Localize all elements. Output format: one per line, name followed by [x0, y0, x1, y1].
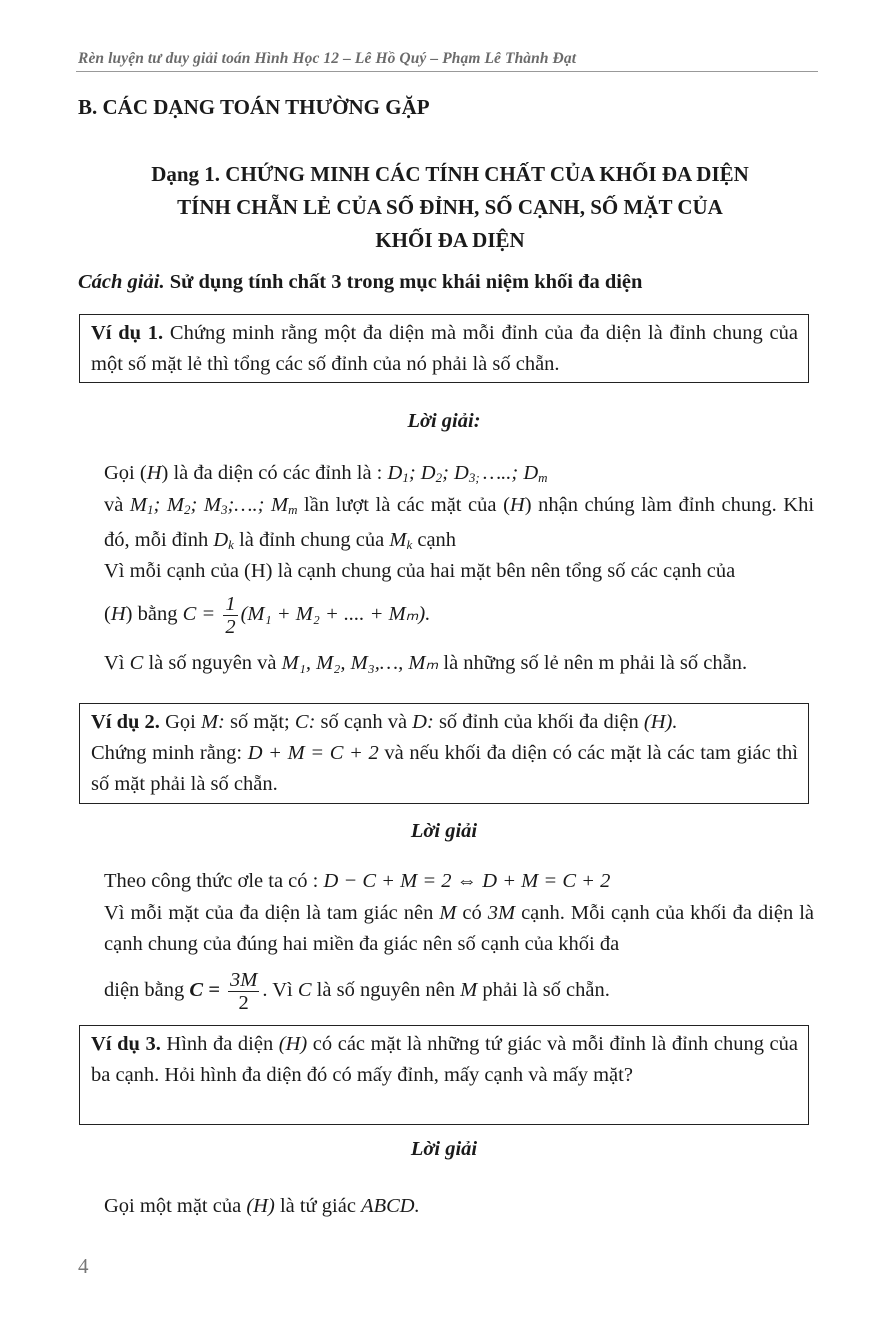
method-text: Sử dụng tính chất 3 trong mục khái niệm khối đa diện: [164, 271, 643, 293]
example-1-box: [79, 314, 809, 383]
ex3-para-1: Gọi một mặt của (H) là tứ giác ABCD.: [104, 1195, 420, 1217]
example-2-box: Ví dụ 2. Gọi M: số mặt; C: số cạnh và D: số đỉnh của khối đa diện (H). Chứng minh rằng: D + M = C + 2 và nếu khối đa diện có các mặt là các tam giác thì số mặt phải là số chẵn.: [79, 703, 809, 804]
ex1-formula-rhs: (M₁ + M₂ + .... + Mₘ).: [240, 603, 431, 625]
ex1-para-4: (H) bằng C = $\frac{1}{2}$ (M₁ + M₂ + .... + Mₘ).: [104, 592, 431, 638]
example-2-solution-heading: Lời giải: [410, 820, 478, 842]
ex1-para-1: Gọi (H) là đa diện có các đỉnh là : $D_1$; $D_2$; $D_{3;}$ …..; $D_m$: [104, 462, 548, 485]
section-title: B. CÁC DẠNG TOÁN THƯỜNG GẶP: [78, 95, 430, 119]
ex2-para-2: Vì mỗi mặt của đa diện là tam giác nên M có 3M cạnh. Mỗi cạnh của khối đa diện là cạnh chung của đúng hai miền đa giác nên số cạnh của khối đa: [104, 902, 814, 955]
running-header: Rèn luyện tư duy giải toán Hình Học 12 – Lê Hồ Quý – Phạm Lê Thành Đạt: [78, 50, 577, 67]
dang1-title: [60, 158, 840, 257]
method-line: [78, 271, 642, 294]
page-number: 4: [78, 1254, 89, 1278]
example-1-text: Chứng minh rằng một đa diện mà mỗi đỉnh của đa diện là đỉnh chung của một số mặt lẻ thì tổng các số đỉnh của nó phải là số chẵn.: [91, 322, 798, 375]
euler-formula: D − C + M = 2 ⇔ D + M = C + 2: [323, 870, 611, 892]
example-3-label: Ví dụ 3.: [91, 1033, 161, 1055]
ex1-fraction: $\frac{1}{2}$: [225, 592, 236, 638]
example-1-label: Ví dụ 1.: [91, 322, 164, 344]
ex2-para-1: Theo công thức ơle ta có : D − C + M = 2 ⇔ D + M = C + 2: [104, 870, 611, 892]
ex2-fraction: $\frac{3M}{2}$: [230, 968, 258, 1014]
dang1-title-line3: KHỐI ĐA DIỆN: [375, 228, 525, 252]
example-2-label: Ví dụ 2.: [91, 711, 160, 733]
dang1-title-line2: TÍNH CHẴN LẺ CỦA SỐ ĐỈNH, SỐ CẠNH, SỐ MẶT CỦA: [177, 195, 723, 219]
ex1-formula-lhs: C =: [182, 603, 216, 625]
dang1-title-line1: Dạng 1. CHỨNG MINH CÁC TÍNH CHẤT CỦA KHỐI ĐA DIỆN: [151, 162, 749, 186]
method-label: Cách giải.: [78, 271, 165, 293]
example-3-box: Ví dụ 3. Hình đa diện (H) có các mặt là những tứ giác và mỗi đỉnh là đỉnh chung của ba cạnh. Hỏi hình đa diện đó có mấy đỉnh, mấy cạnh và mấy mặt?: [79, 1025, 809, 1125]
example-1-solution-heading: Lời giải:: [407, 410, 481, 432]
ex1-para-2: và $M_1$; $M_2$; $M_3;\dots$.; $M_m$ lần lượt là các mặt của (H) nhận chúng làm đỉnh chung. Khi đó, mỗi đỉnh $D_k$ là đỉnh chung của $M_k$ cạnh: [104, 494, 815, 552]
header-rule: [76, 71, 818, 72]
ex1-para-5: Vì C là số nguyên và M₁, M₂, M₃,…, Mₘ là những số lẻ nên m phải là số chẵn.: [104, 652, 748, 674]
ex2-para-3: diện bằng C = $\frac{3M}{2}$ . Vì C là số nguyên nên M phải là số chẵn.: [104, 968, 610, 1014]
example-3-solution-heading: Lời giải: [410, 1138, 478, 1160]
ex1-para-3: Vì mỗi cạnh của (H) là cạnh chung của hai mặt bên nên tổng số các cạnh của: [104, 560, 736, 582]
